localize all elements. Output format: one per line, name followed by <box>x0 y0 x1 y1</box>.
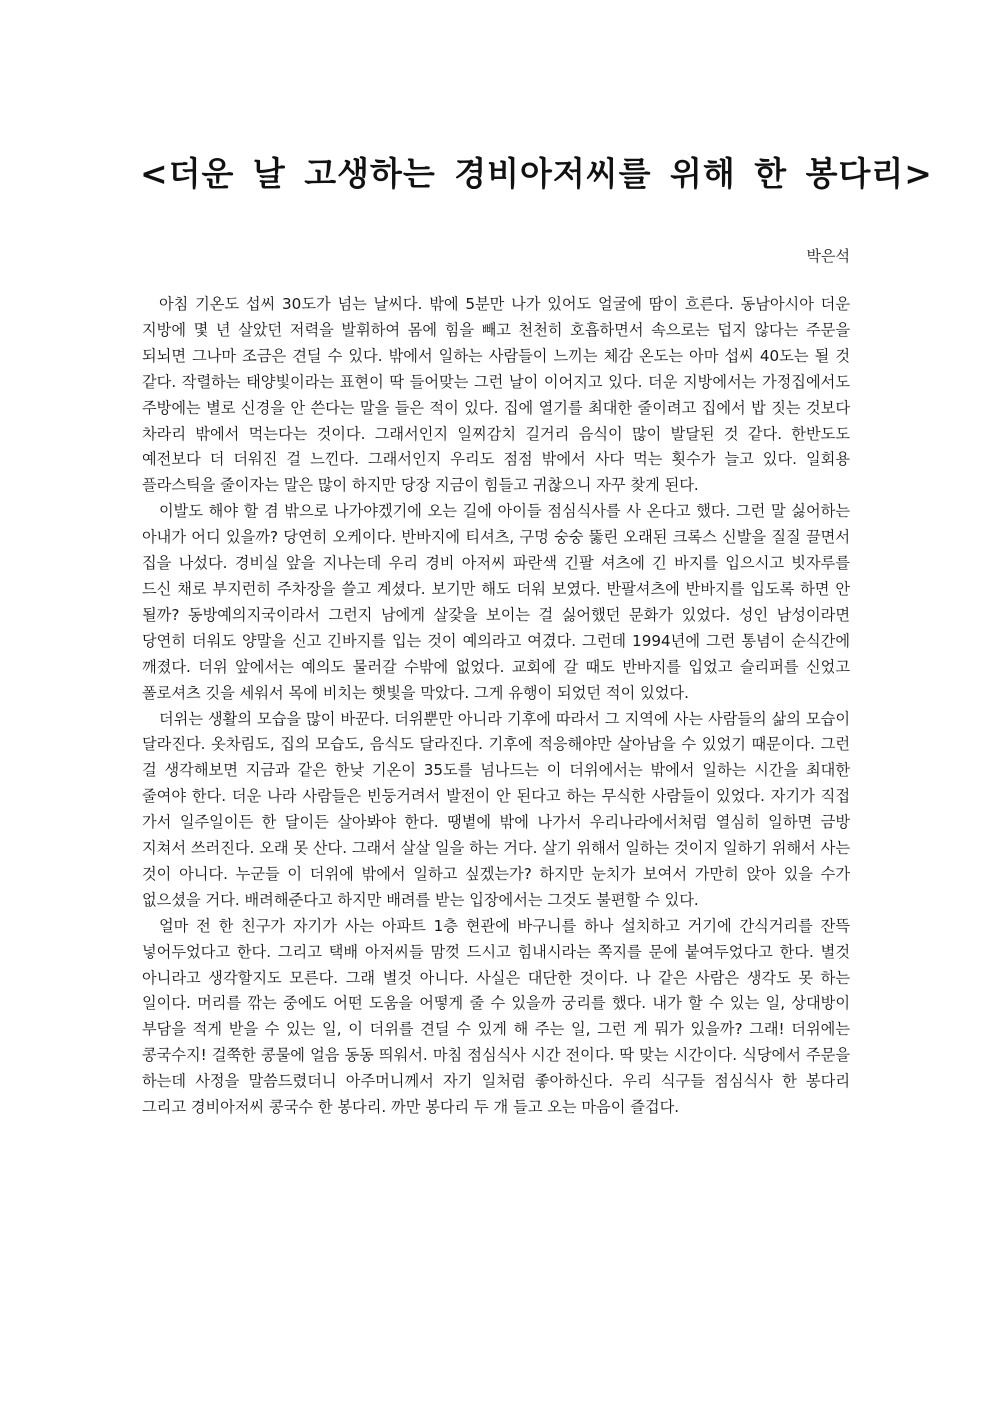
document-body <box>142 292 850 1121</box>
paragraph-4: 얼마 전 한 친구가 자기가 사는 아파트 1층 현관에 바구니를 하나 설치하고 거기에 간식거리를 잔뜩 넣어두었다고 한다. 그리고 택배 아저씨들 맘껏 드시고 힘내시라는 쪽지를 문에 붙여두었다고 한다. 별것 아니라고 생각할지도 모른다. 그래 별것 아니다. 사실은 대단한 것이다. 나 같은 사람은 생각도 못 하는 일이다. 머리를 깎는 중에도 어떤 도움을 어떻게 줄 수 있을까 궁리를 했다. 내가 할 수 있는 일, 상대방이 부담을 적게 받을 수 있는 일, 이 더위를 견딜 수 있게 해 주는 일, 그런 게 뭐가 있을까? 그래! 더위에는 콩국수지! 걸쭉한 콩물에 얼음 동동 띄워서. 마침 점심식사 시간 전이다. 딱 맞는 시간이다. 식당에서 주문을 하는데 사정을 말씀드렸더니 아주머니께서 자기 일처럼 좋아하신다. 우리 식구들 점심식사 한 봉다리 그리고 경비아저씨 콩국수 한 봉다리. 까만 봉다리 두 개 들고 오는 마음이 즐겁다. <box>142 916 850 1117</box>
author-name: 박은석 <box>806 247 850 265</box>
document-title: <더운 날 고생하는 경비아저씨를 위해 한 봉다리> <box>140 154 933 193</box>
paragraph-2: 이발도 해야 할 겸 밖으로 나가야겠기에 오는 길에 아이들 점심식사를 사 온다고 했다. 그런 말 싫어하는 아내가 어디 있을까? 당연히 오케이다. 반바지에 티셔츠, 구멍 숭숭 뚫린 오래된 크록스 신발을 질질 끌면서 집을 나섰다. 경비실 앞을 지나는데 우리 경비 아저씨 파란색 긴팔 셔츠에 긴 바지를 입으시고 빗자루를 드신 채로 부지런히 주차장을 쓸고 계셨다. 보기만 해도 더워 보였다. 반팔셔츠에 반바지를 입도록 하면 안 될까? 동방예의지국이라서 그런지 남에게 살갗을 보이는 걸 싫어했던 문화가 있었다. 성인 남성이라면 당연히 더워도 양말을 신고 긴바지를 입는 것이 예의라고 여겼다. 그런데 1994년에 그런 통념이 순식간에 깨졌다. 더위 앞에서는 예의도 물러갈 수밖에 없었다. 교회에 갈 때도 반바지를 입었고 슬리퍼를 신었고 폴로셔츠 깃을 세워서 목에 비치는 햇빛을 막았다. 그게 유행이 되었던 적이 있었다. <box>142 502 850 702</box>
paragraph-3: 더위는 생활의 모습을 많이 바꾼다. 더위뿐만 아니라 기후에 따라서 그 지역에 사는 사람들의 삶의 모습이 달라진다. 옷차림도, 집의 모습도, 음식도 달라진다. 기후에 적응해야만 살아남을 수 있었기 때문이다. 그런 걸 생각해보면 지금과 같은 한낮 기온이 35도를 넘나드는 이 더위에서는 밖에서 일하는 시간을 최대한 줄여야 한다. 더운 나라 사람들은 빈둥거려서 발전이 안 된다고 하는 무식한 사람들이 있었다. 자기가 직접 가서 일주일이든 한 달이든 살아봐야 한다. 땡볕에 밖에 나가서 우리나라에서처럼 열심히 일하면 금방 지쳐서 쓰러진다. 오래 못 산다. 그래서 살살 일을 하는 거다. 살기 위해서 일하는 것이지 일하기 위해서 사는 것이 아니다. 누군들 이 더위에 밖에서 일하고 싶겠는가? 하지만 눈치가 보여서 가만히 앉아 있을 수가 없으셨을 거다. 배려해준다고 하지만 배려를 받는 입장에서는 그것도 불편할 수 있다. <box>142 709 850 909</box>
paragraph-1: 아침 기온도 섭씨 30도가 넘는 날씨다. 밖에 5분만 나가 있어도 얼굴에 땀이 흐른다. 동남아시아 더운 지방에 몇 년 살았던 저력을 발휘하여 몸에 힘을 빼고 천천히 호흡하면서 속으로는 덥지 않다는 주문을 되뇌면 그나마 조금은 견딜 수 있다. 밖에서 일하는 사람들이 느끼는 체감 온도는 아마 섭씨 40도는 될 것 같다. 작렬하는 태양빛이라는 표현이 딱 들어맞는 그런 날이 이어지고 있다. 더운 지방에서는 가정집에서도 주방에는 별로 신경을 안 쓴다는 말을 들은 적이 있다. 집에 열기를 최대한 줄이려고 집에서 밥 짓는 것보다 차라리 밖에서 먹는다는 것이다. 그래서인지 일찌감치 길거리 음식이 많이 발달된 것 같다. 한반도도 예전보다 더 더워진 걸 느낀다. 그래서인지 우리도 점점 밖에서 사다 먹는 횟수가 늘고 있다. 일회용 플라스틱을 줄이자는 말은 많이 하지만 당장 지금이 힘들고 귀찮으니 자꾸 찾게 된다. <box>142 295 850 495</box>
